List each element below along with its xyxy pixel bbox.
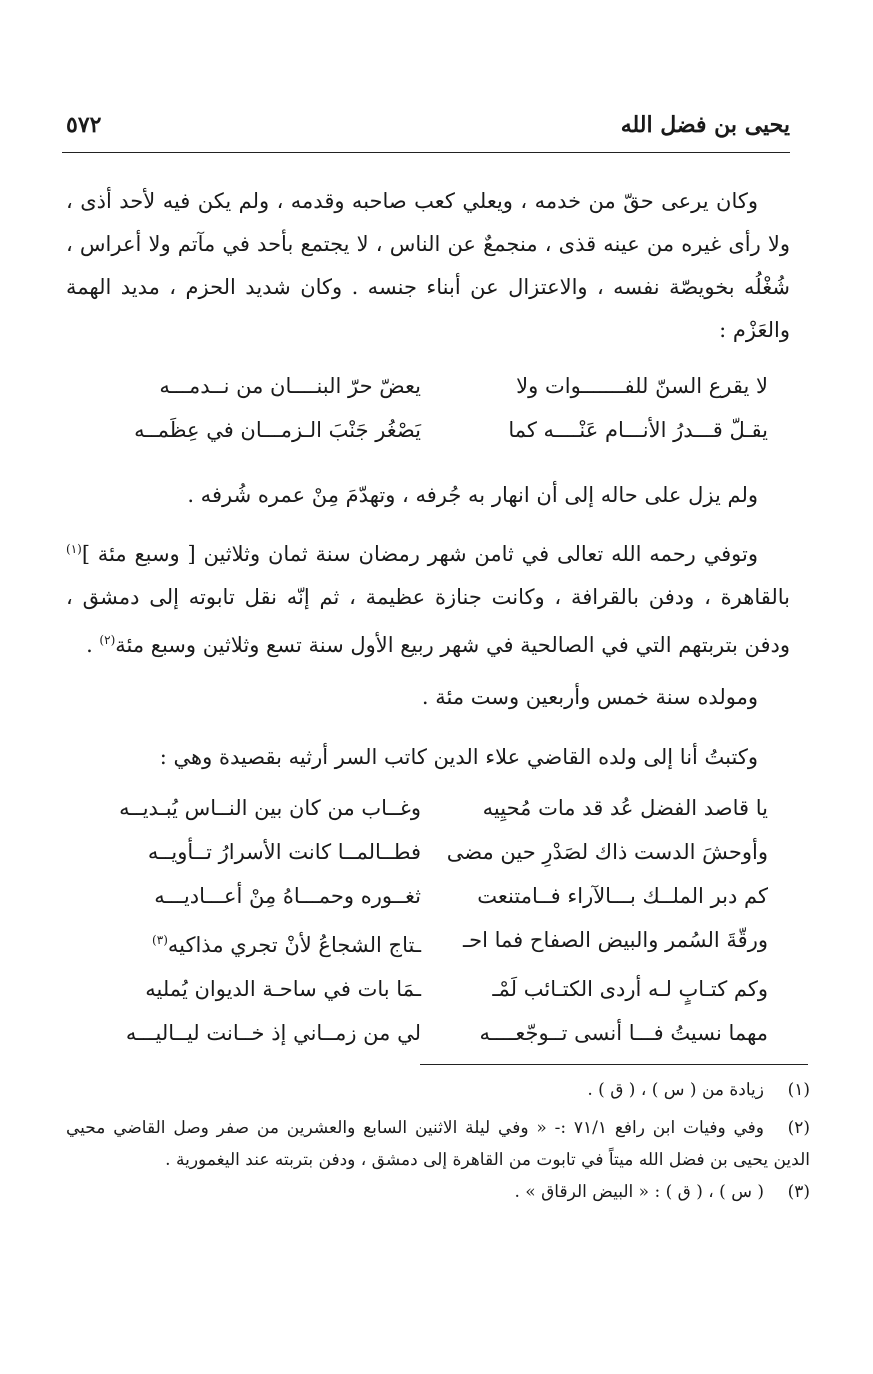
verse-second-hemistich: ثغــوره وحمـــاهُ مِنْ أعـــاديـــه xyxy=(154,884,421,908)
paragraph-5-text: وكتبتُ أنا إلى ولده القاضي علاء الدين كاتب السر أرثيه بقصيدة وهي : xyxy=(159,745,758,769)
paragraph-3 xyxy=(66,528,790,667)
footnote-rule xyxy=(420,1064,808,1065)
footnote-text: وفي وفيات ابن رافع ٧١/١ :- « وفي ليلة الاثنين السابع والعشرين من صفر وصل القاضي محيي الدين يحيى بن فضل الله ميتاً في تابوت من القاهرة إلى دمشق ، ودفن بتربته عند اليغمورية . xyxy=(66,1118,810,1170)
running-header xyxy=(62,100,790,144)
footnote-2 xyxy=(66,1112,810,1176)
paragraph-1-text: وكان يرعى حقّ من خدمه ، ويعلي كعب صاحبه وقدمه ، ولم يكن فيه لأحد أذى ، ولا رأى غيره من عينه قذى ، منجمعٌ عن الناس ، لا يجتمع بأحد في مآتم ولا أعراس ، شُغْلُه بخويصّة نفسه ، والاعتزال عن أبناء جنسه . وكان شديد الحزم ، مديد الهمة والعَزْم : xyxy=(66,189,790,342)
verse-second-hemistich-text: ـتاج الشجاعُ لأنْ تجري مذاكيه xyxy=(167,933,421,957)
verse-line xyxy=(96,918,768,967)
footnote-ref-3: (٣) xyxy=(152,933,168,947)
verse-second-hemistich: لي من زمــاني إذ خــانت ليــاليـــه xyxy=(125,1021,421,1045)
verse-second-hemistich: يعضّ حرّ البنــــان من نــدمـــه xyxy=(159,374,421,398)
verse-second-hemistich: فطــالمــا كانت الأسرارُ تــأويــه xyxy=(147,840,421,864)
footnote-3 xyxy=(66,1176,810,1208)
verse-line xyxy=(96,967,768,1011)
footnote-1 xyxy=(66,1074,810,1106)
footnote-ref-2: (٢) xyxy=(99,633,116,647)
verse-line xyxy=(96,874,768,918)
verse-second-hemistich: وغــاب من كان بين النــاس يُبـديــه xyxy=(119,796,421,820)
footnote-number: (١) xyxy=(787,1080,810,1100)
paragraph-3-text xyxy=(66,528,790,667)
verse-second-hemistich: ـمَا بات في ساحـة الديوان يُمليه xyxy=(145,977,421,1001)
verse-line xyxy=(96,1011,768,1055)
verse-first-hemistich: مهما نسيتُ فـــا أنسى تــوجّعــــه xyxy=(479,1021,768,1045)
verse-block-1 xyxy=(96,364,768,452)
paragraph-3-part-1: وتوفي رحمه الله تعالى في ثامن شهر رمضان سنة ثمان وثلاثين [ وسبع مئة ] xyxy=(81,542,758,566)
footnotes xyxy=(66,1074,810,1208)
verse-first-hemistich: وكم كتـابٍ لـه أردى الكتـائب لَمْـ xyxy=(492,977,768,1001)
running-title: يحيى بن فضل الله xyxy=(620,112,790,138)
verse-first-hemistich: لا يقرع السنّ للفـــــــوات ولا xyxy=(516,374,768,398)
footnote-text: ( س ) ، ( ق ) : « البيض الرقاق » . xyxy=(514,1182,764,1202)
page-number: ٥٧٢ xyxy=(66,112,102,138)
paragraph-2-text: ولم يزل على حاله إلى أن انهار به جُرفه ، وتهدّمَ مِنْ عمره شُرفه . xyxy=(187,483,758,507)
verse-second-hemistich: يَصْغُر جَنْبَ الـزمـــان في عِظَمــه xyxy=(134,418,421,442)
paragraph-4-text: ومولده سنة خمس وأربعين وست مئة . xyxy=(421,685,758,709)
footnote-ref-1: (١) xyxy=(66,542,82,556)
verse-block-2 xyxy=(96,786,768,1055)
paragraph-3-end: . xyxy=(86,633,100,657)
paragraph-4 xyxy=(66,676,790,719)
paragraph-3-part-2: بالقاهرة ، ودفن بالقرافة ، وكانت جنازة عظيمة ، ثم إنّه نقل تابوته إلى دمشق ، ودفن بتربتهم التي في الصالحية في شهر ربيع الأول سنة تسع وثلاثين وسبع مئة xyxy=(66,585,790,657)
verse-line xyxy=(96,830,768,874)
verse-first-hemistich: يقـلّ قـــدرُ الأنـــام عَنْــــه كما xyxy=(508,418,768,442)
verse-first-hemistich: يا قاصد الفضل عُد قد مات مُحيِيه xyxy=(482,796,768,820)
footnote-number: (٢) xyxy=(787,1118,810,1138)
verse-line xyxy=(96,364,768,408)
verse-line xyxy=(96,408,768,452)
footnote-number: (٣) xyxy=(787,1182,810,1202)
paragraph-2 xyxy=(66,474,790,517)
footnote-text: زيادة من ( س ) ، ( ق ) . xyxy=(587,1080,764,1100)
verse-first-hemistich: كم دبر الملــك بـــالآراء فــامتنعت xyxy=(477,884,768,908)
verse-first-hemistich: وأوحشَ الدست ذاك لصَدْرِ حين مضى xyxy=(446,840,768,864)
paragraph-5 xyxy=(66,736,790,779)
verse-first-hemistich: ورقّةَ السُمر والبيض الصفاح فما احـ xyxy=(463,928,768,952)
paragraph-1 xyxy=(66,180,790,352)
verse-line xyxy=(96,786,768,830)
verse-second-hemistich xyxy=(96,918,421,967)
header-rule xyxy=(62,152,790,153)
